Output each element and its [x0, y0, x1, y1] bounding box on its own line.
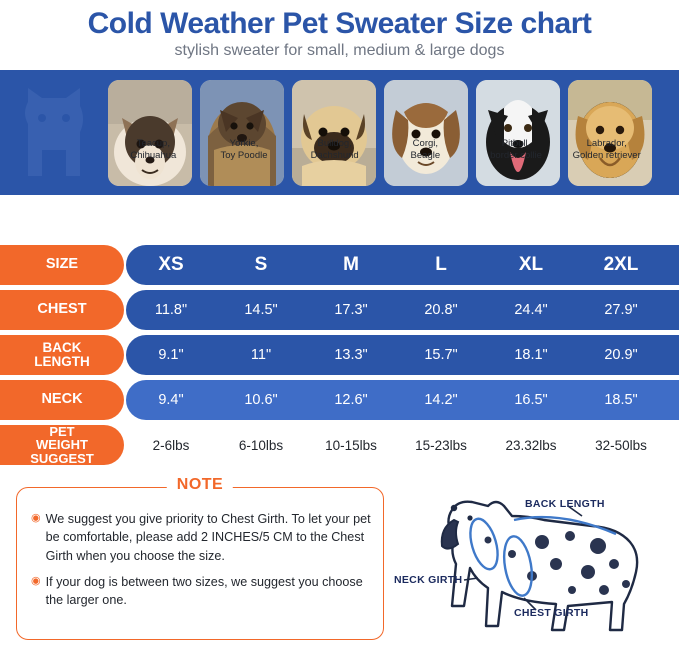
size-table: [0, 245, 679, 470]
row-values: [126, 380, 679, 420]
cell: 18.1": [514, 347, 548, 363]
cell: 15-23lbs: [415, 437, 467, 453]
bullet-icon: ◉: [31, 574, 41, 587]
table-row: [0, 425, 679, 465]
cell: 24.4": [514, 302, 548, 318]
cell: 2-6lbs: [152, 437, 190, 453]
row-values: [126, 290, 679, 330]
cell: XS: [158, 254, 184, 275]
breed-caption-row: [108, 138, 652, 162]
breed-photo-yorkie: [200, 80, 284, 186]
cell: 10-15lbs: [325, 437, 377, 453]
cell: 15.7": [424, 347, 458, 363]
breed-photo-band: [0, 70, 679, 195]
breed-photo-beagle: [384, 80, 468, 186]
row-values: [126, 425, 679, 465]
breed-photo-chihuahua: [108, 80, 192, 186]
breed-caption: Yorkie, Toy Poodle: [220, 138, 268, 161]
cell: 10.6": [244, 392, 278, 408]
breed-caption: Pitbull, border collie: [490, 138, 542, 161]
row-label: NECK: [0, 380, 124, 420]
cell: XL: [518, 254, 544, 275]
cell: 16.5": [514, 392, 548, 408]
breed-photo-golden-retriever: [568, 80, 652, 186]
cell: 20.9": [604, 347, 638, 363]
table-row: [0, 335, 679, 375]
note-title: NOTE: [167, 476, 233, 494]
cell: 12.6": [334, 392, 368, 408]
cell: 14.5": [244, 302, 278, 318]
dog-silhouette-icon: [18, 84, 92, 180]
cell: 13.3": [334, 347, 368, 363]
cell: 9.1": [158, 347, 184, 363]
diagram-label-back-length: BACK LENGTH: [525, 498, 605, 510]
row-values: [126, 335, 679, 375]
list-item: [31, 573, 371, 610]
page-header: [0, 0, 679, 64]
cell: 14.2": [424, 392, 458, 408]
cell: S: [254, 254, 268, 275]
row-label: SIZE: [0, 245, 124, 285]
breed-caption: Bulldog, Dachshund: [310, 138, 359, 161]
cell: 23.32lbs: [505, 437, 557, 453]
note-box: [16, 476, 384, 640]
note-text: If your dog is between two sizes, we suggest you choose the larger one.: [45, 574, 363, 607]
measurement-diagram: [392, 480, 677, 652]
breed-caption: Teacup, Chihuahua: [130, 138, 177, 161]
cell: 6-10lbs: [238, 437, 284, 453]
row-values: [126, 245, 679, 285]
breed-photo-row: [108, 80, 652, 186]
bullet-icon: ◉: [31, 512, 41, 524]
cell: L: [435, 254, 447, 275]
cell: 11": [250, 347, 272, 363]
breed-caption: Corgi, Beagle: [410, 138, 441, 161]
cell: 32-50lbs: [595, 437, 647, 453]
cell: 20.8": [424, 302, 458, 318]
cell: 17.3": [334, 302, 368, 318]
diagram-label-neck-girth: NECK GIRTH: [394, 574, 463, 586]
row-label: BACK LENGTH: [0, 335, 124, 375]
cell: 9.4": [158, 392, 184, 408]
row-label: PET WEIGHT SUGGEST: [0, 425, 124, 465]
cell: 27.9": [604, 302, 638, 318]
page-subtitle: stylish sweater for small, medium & large dogs: [174, 41, 505, 59]
note-list: [31, 510, 371, 609]
list-item: [31, 510, 371, 565]
breed-photo-border-collie: [476, 80, 560, 186]
breed-photo-bulldog: [292, 80, 376, 186]
breed-caption: Labrador, Golden retriever: [572, 138, 641, 161]
table-row: [0, 380, 679, 420]
cell: 11.8": [154, 302, 188, 318]
diagram-label-chest-girth: CHEST GIRTH: [514, 607, 589, 619]
cell: 18.5": [604, 392, 638, 408]
row-label: CHEST: [0, 290, 124, 330]
page-title: Cold Weather Pet Sweater Size chart: [87, 7, 592, 40]
cell: 2XL: [603, 254, 639, 275]
table-row: [0, 290, 679, 330]
note-text: We suggest you give priority to Chest Girth. To let your pet be comfortable, please add 2 INCHES/5 CM to the Chest Girth when you choose the size.: [45, 512, 371, 563]
cell: M: [343, 254, 359, 275]
table-row: [0, 245, 679, 285]
